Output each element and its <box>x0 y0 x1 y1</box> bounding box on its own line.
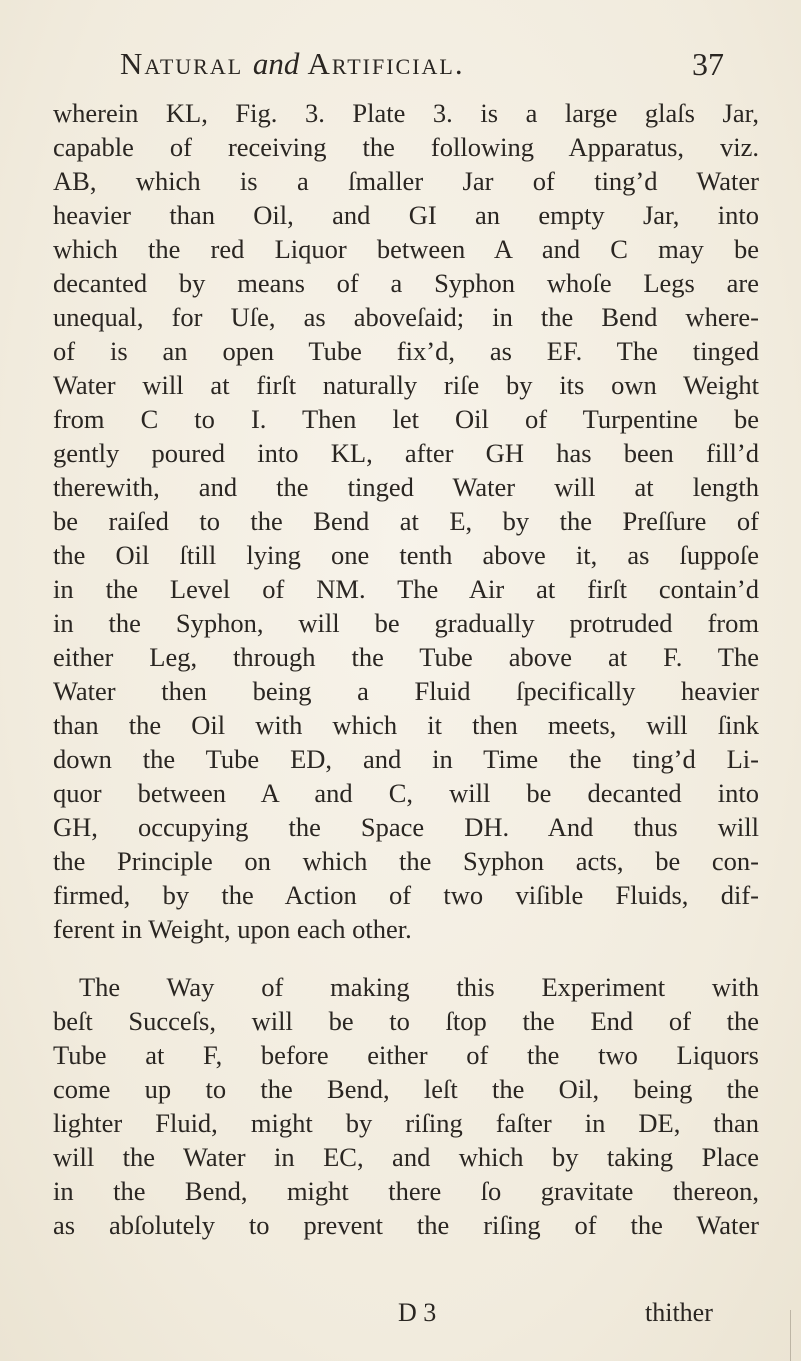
text-line: quor between A and C, will be decanted into <box>53 778 759 808</box>
running-head-and: and <box>252 46 300 81</box>
text-line: down the Tube ED, and in Time the ting’d Li- <box>53 744 759 774</box>
page-number: 37 <box>692 46 724 82</box>
text-line: The Way of making this Experiment with <box>79 972 759 1002</box>
text-line: the Oil ſtill lying one tenth above it, as ſuppoſe <box>53 540 759 570</box>
text-line: capable of receiving the following Apparatus, viz. <box>53 132 759 162</box>
signature-mark: D 3 <box>398 1298 437 1327</box>
text-line: unequal, for Uſe, as aboveſaid; in the Bend where- <box>53 302 759 332</box>
text-line: the Principle on which the Syphon acts, be con- <box>53 846 759 876</box>
running-head-artificial: Artificial. <box>307 46 465 81</box>
text-line: Water will at firſt naturally riſe by its own Weight <box>53 370 759 400</box>
text-line: AB, which is a ſmaller Jar of ting’d Water <box>53 166 759 196</box>
text-line: GH, occupying the Space DH. And thus will <box>53 812 759 842</box>
text-line: from C to I. Then let Oil of Turpentine be <box>53 404 759 434</box>
text-line: therewith, and the tinged Water will at length <box>53 472 759 502</box>
text-line: heavier than Oil, and GI an empty Jar, into <box>53 200 759 230</box>
catchword: thither <box>645 1298 713 1327</box>
text-line: will the Water in EC, and which by taking Place <box>53 1142 759 1172</box>
page-header <box>120 40 760 88</box>
text-line: either Leg, through the Tube above at F. The <box>53 642 759 672</box>
text-line: in the Level of NM. The Air at firſt contain’d <box>53 574 759 604</box>
text-line: which the red Liquor between A and C may be <box>53 234 759 264</box>
text-line: come up to the Bend, leſt the Oil, being the <box>53 1074 759 1104</box>
body-text <box>53 96 759 1242</box>
text-line: lighter Fluid, might by riſing faſter in DE, than <box>53 1108 759 1138</box>
text-line: of is an open Tube fix’d, as EF. The tinged <box>53 336 759 366</box>
text-line: than the Oil with which it then meets, will ſink <box>53 710 759 740</box>
text-line: Water then being a Fluid ſpecifically heavier <box>53 676 759 706</box>
text-line: beſt Succeſs, will be to ſtop the End of the <box>53 1006 759 1036</box>
text-line: wherein KL, Fig. 3. Plate 3. is a large glaſs Jar, <box>53 98 759 128</box>
text-line: firmed, by the Action of two viſible Fluids, dif- <box>53 880 759 910</box>
text-line: decanted by means of a Syphon whoſe Legs are <box>53 268 759 298</box>
running-head <box>120 46 465 82</box>
text-line: be raiſed to the Bend at E, by the Preſſure of <box>53 506 759 536</box>
page-edge <box>790 1310 801 1361</box>
running-head-natural: Natural <box>120 46 244 81</box>
text-line: in the Syphon, will be gradually protruded from <box>53 608 759 638</box>
text-line: ferent in Weight, upon each other. <box>53 914 412 944</box>
text-line: Tube at F, before either of the two Liquors <box>53 1040 759 1070</box>
text-line: gently poured into KL, after GH has been fill’d <box>53 438 759 468</box>
text-line: in the Bend, might there ſo gravitate thereon, <box>53 1176 759 1206</box>
page-footer <box>0 1292 801 1332</box>
text-line: as abſolutely to prevent the riſing of the Water <box>53 1210 759 1240</box>
